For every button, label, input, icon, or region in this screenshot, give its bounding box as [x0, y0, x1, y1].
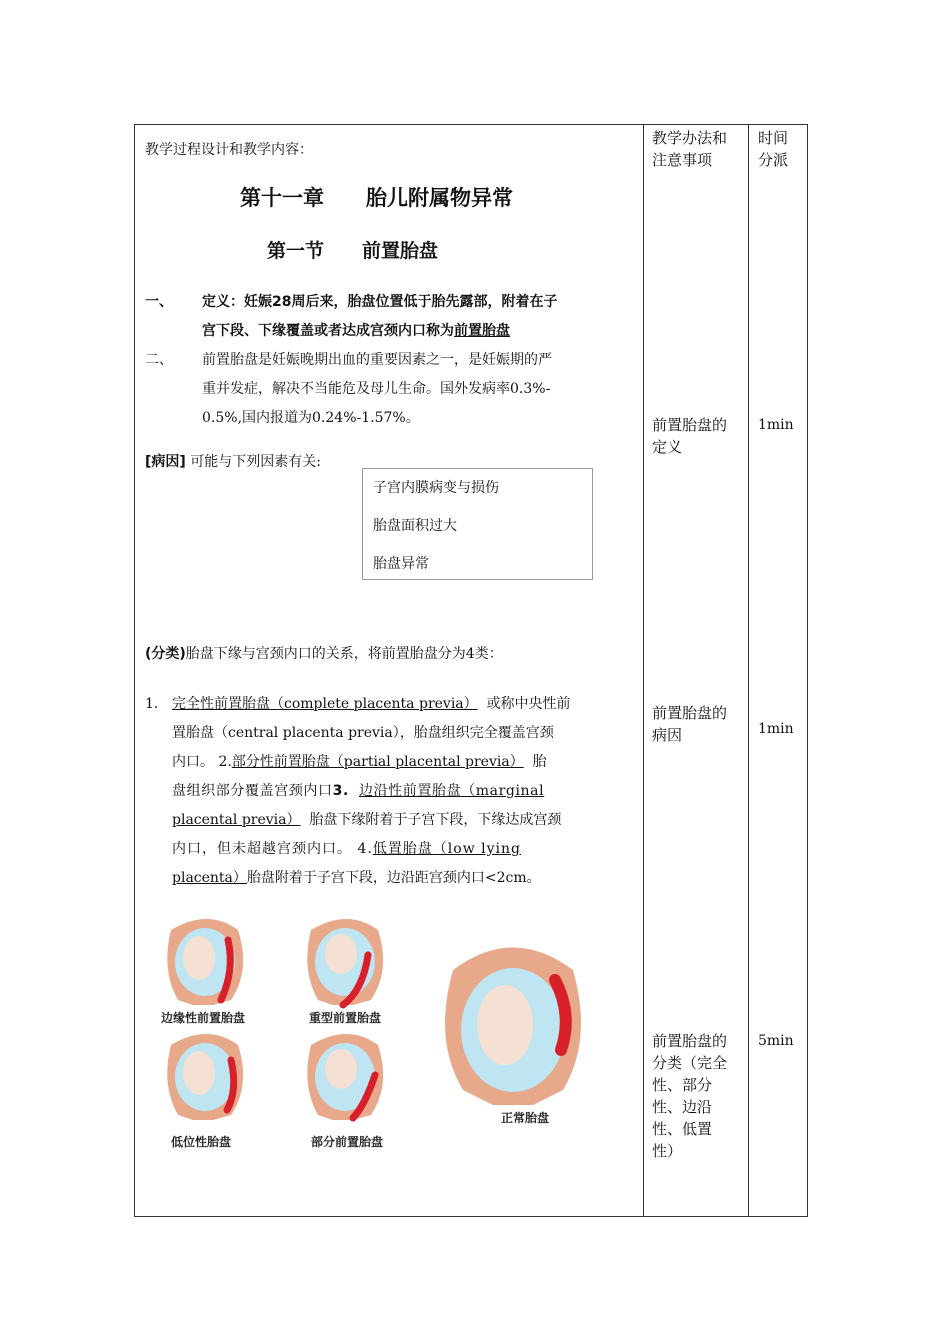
cause-item: 子宫内膜病变与损伤	[373, 480, 499, 496]
item2-marker: 二、	[145, 352, 173, 368]
header-content-label: 教学过程设计和教学内容：	[145, 142, 313, 158]
item1-marker: 一、	[145, 294, 173, 310]
types-paragraph: 完全性前置胎盘（complete placenta previa） 或称中央性前 置胎盘（central placenta previa），胎盘组织完全覆盖宫颈 内口。 2.部分性前置胎盘（partial placental previa） 胎 盘组织部分覆盖宫颈内口3. 边沿性前置胎盘（marginal placental previa） 胎盘下缘附着于子宫下段，下缘达成宫颈 内口，但未超越宫颈内口。 4.低置胎盘（low lying placenta）胎盘附着于子宫下段，边沿距宫颈内口<2cm。	[172, 696, 571, 886]
note-cause: 前置胎盘的 病因	[652, 704, 728, 744]
uterus-partial-diagram	[307, 1034, 383, 1120]
classification-line: (分类)胎盘下缘与宫颈内口的关系，将前置胎盘分为4类：	[145, 646, 503, 662]
time-cause: 1min	[758, 721, 794, 737]
time-classification: 5min	[758, 1033, 794, 1049]
label-marginal: 边缘性前置胎盘	[160, 1011, 246, 1025]
label-normal: 正常胎盘	[500, 1111, 550, 1125]
label-low-lying: 低位性胎盘	[170, 1135, 232, 1149]
cause-label: [病因]	[145, 454, 186, 470]
placenta-previa-term: 前置胎盘	[454, 323, 510, 339]
note-definition: 前置胎盘的 定义	[652, 416, 728, 456]
cause-item: 胎盘异常	[373, 556, 429, 572]
chapter-title: 第十一章 胎儿附属物异常	[240, 186, 513, 210]
label-complete: 重型前置胎盘	[308, 1011, 382, 1025]
time-definition: 1min	[758, 417, 794, 433]
uterus-low-lying-diagram	[167, 1034, 243, 1120]
cause-item: 胎盘面积过大	[373, 518, 457, 534]
header-time-label: 时间 分派	[758, 129, 789, 169]
types-marker: 1.	[145, 696, 159, 712]
column-divider-1	[643, 124, 644, 1217]
definition-paragraph: 定义：妊娠28周后来，胎盘位置低于胎先露部，附着在子 宫下段、下缘覆盖或者达成宫颈内口称为前置胎盘	[202, 294, 558, 339]
header-method-label: 教学办法和 注意事项	[652, 129, 728, 169]
cause-line: [病因] 可能与下列因素有关:	[145, 454, 321, 470]
uterus-marginal-diagram	[167, 919, 243, 1005]
classification-label: (分类)	[145, 646, 186, 662]
note-classification: 前置胎盘的 分类（完全 性、部分 性、边沿 性、低置 性）	[652, 1032, 728, 1160]
significance-paragraph: 前置胎盘是妊娠晚期出血的重要因素之一，是妊娠期的严 重并发症，解决不当能危及母儿生命。国外发病率0.3%- 0.5%,国内报道为0.24%-1.57%。	[202, 352, 552, 426]
cause-list-box	[362, 468, 593, 580]
uterus-normal-diagram	[445, 948, 581, 1106]
section-title: 第一节 前置胎盘	[267, 240, 439, 262]
label-partial: 部分前置胎盘	[310, 1135, 384, 1149]
placenta-previa-illustration	[153, 910, 598, 1156]
column-divider-2	[748, 124, 749, 1217]
uterus-complete-diagram	[307, 919, 383, 1005]
